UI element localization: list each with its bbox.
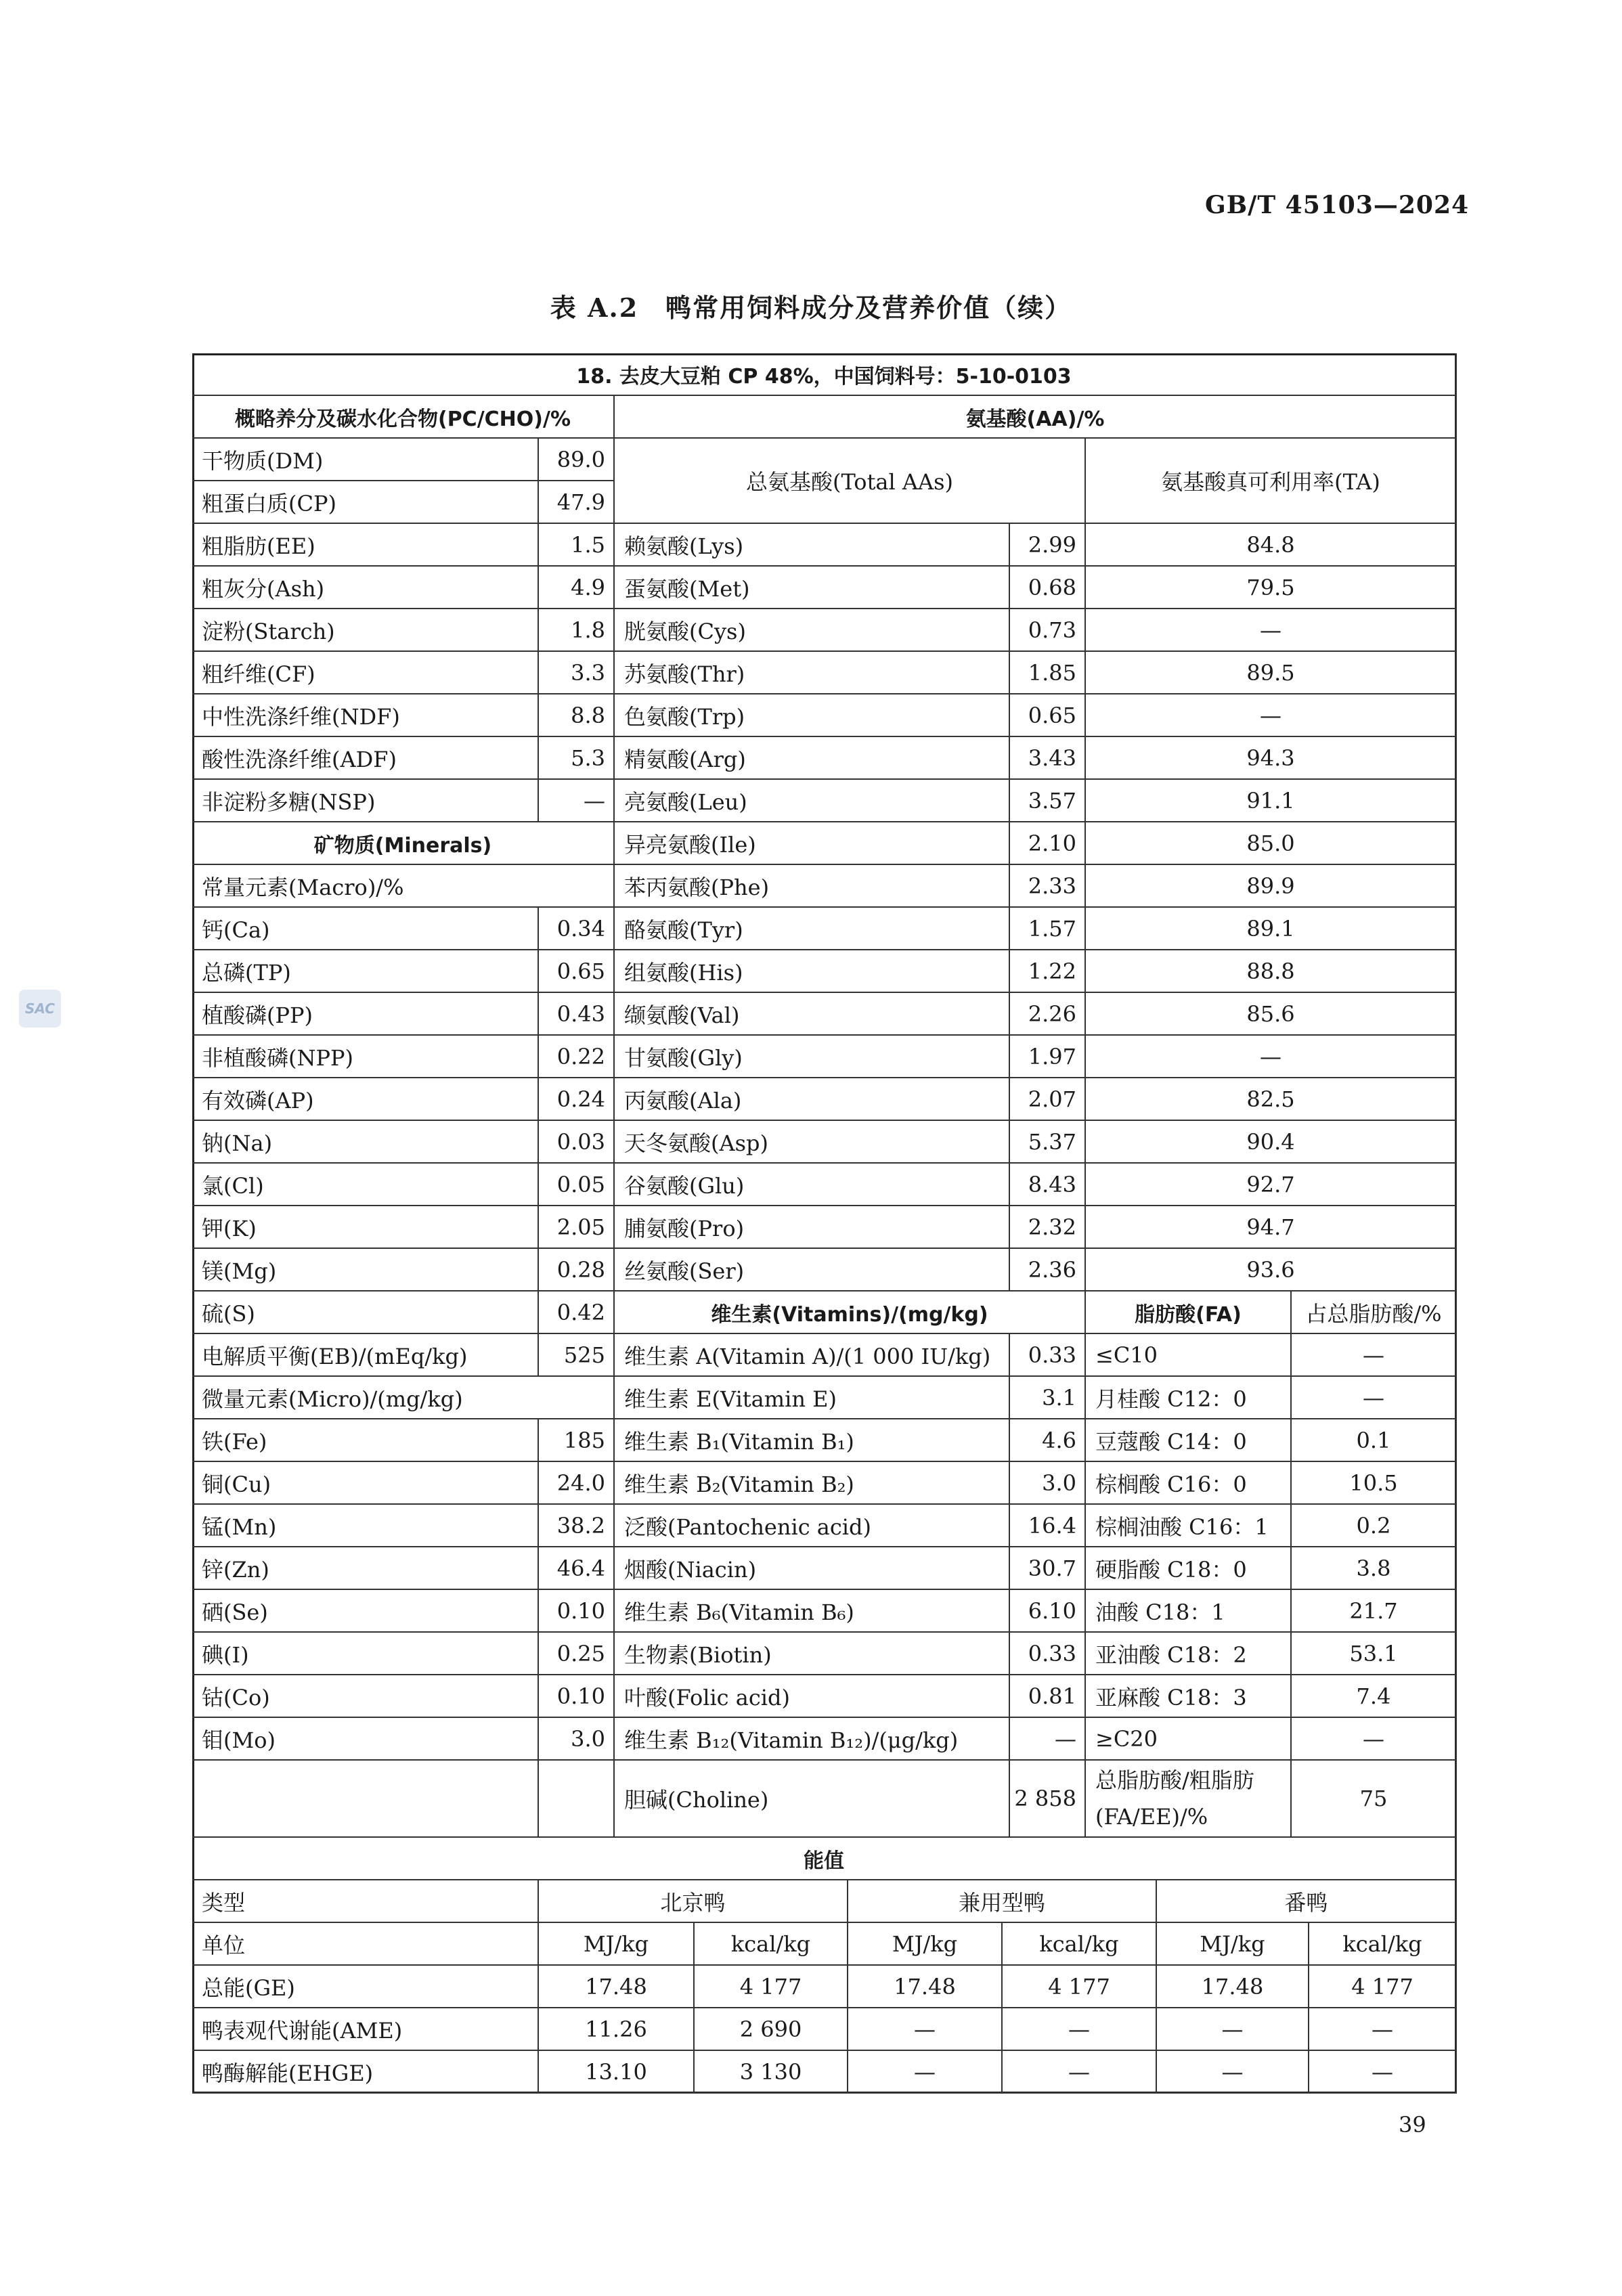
amino-acid-name: 甘氨酸(Gly)	[615, 1036, 1010, 1078]
energy-value: 17.48	[539, 1966, 695, 2008]
micro-label: 微量元素(Micro)/(mg/kg)	[192, 1377, 615, 1419]
empty-cell	[192, 1761, 539, 1838]
amino-acid-name: 丝氨酸(Ser)	[615, 1249, 1010, 1292]
proximate-name: 粗脂肪(EE)	[192, 524, 539, 567]
amino-acid-ta: 91.1	[1086, 780, 1457, 822]
standard-number: GB/T 45103—2024	[1205, 191, 1470, 219]
amino-acid-total: 1.85	[1010, 652, 1086, 694]
fatty-acid-name: 亚麻酸 C18：3	[1086, 1675, 1292, 1718]
amino-acid-name: 蛋氨酸(Met)	[615, 567, 1010, 609]
amino-acid-total: 2.32	[1010, 1206, 1086, 1249]
energy-value: —	[1309, 2051, 1457, 2094]
fatty-acid-name: 月桂酸 C12：0	[1086, 1377, 1292, 1419]
micro-name: 碘(I)	[192, 1633, 539, 1675]
amino-acid-name: 异亮氨酸(Ile)	[615, 822, 1010, 865]
amino-acid-name: 色氨酸(Trp)	[615, 694, 1010, 737]
micro-value: 38.2	[539, 1505, 615, 1547]
amino-acid-name: 苯丙氨酸(Phe)	[615, 865, 1010, 908]
amino-acid-total: 0.68	[1010, 567, 1086, 609]
vitamin-value: 0.33	[1010, 1633, 1086, 1675]
macro-value: 0.24	[539, 1078, 615, 1121]
amino-acid-ta: 88.8	[1086, 950, 1457, 993]
amino-acid-total: 0.65	[1010, 694, 1086, 737]
macro-value: 0.65	[539, 950, 615, 993]
energy-unit: kcal/kg	[1309, 1923, 1457, 1966]
energy-value: —	[1157, 2051, 1309, 2094]
energy-value: 4 177	[1309, 1966, 1457, 2008]
energy-value: 13.10	[539, 2051, 695, 2094]
micro-value: 46.4	[539, 1547, 615, 1590]
amino-acid-ta: 89.5	[1086, 652, 1457, 694]
macro-name: 非植酸磷(NPP)	[192, 1036, 539, 1078]
amino-acid-name: 苏氨酸(Thr)	[615, 652, 1010, 694]
fatty-acid-value: 53.1	[1292, 1633, 1457, 1675]
amino-acid-total: 2.07	[1010, 1078, 1086, 1121]
page-number: 39	[1399, 2112, 1426, 2138]
proximate-value: —	[539, 780, 615, 822]
macro-value: 0.43	[539, 993, 615, 1036]
macro-value: 0.34	[539, 908, 615, 950]
fatty-acid-value: 10.5	[1292, 1462, 1457, 1505]
macro-name: 硫(S)	[192, 1292, 539, 1334]
energy-value: —	[1003, 2008, 1157, 2051]
amino-acid-name: 脯氨酸(Pro)	[615, 1206, 1010, 1249]
amino-acid-name: 缬氨酸(Val)	[615, 993, 1010, 1036]
micro-value: 0.10	[539, 1590, 615, 1633]
amino-acid-name: 天冬氨酸(Asp)	[615, 1121, 1010, 1164]
energy-value: —	[1309, 2008, 1457, 2051]
energy-value: —	[848, 2051, 1003, 2094]
vitamin-name: 维生素 B₆(Vitamin B₆)	[615, 1590, 1010, 1633]
header-energy: 能值	[192, 1838, 1457, 1880]
header-proximate: 概略养分及碳水化合物(PC/CHO)/%	[192, 396, 615, 439]
feed-composition-table	[192, 353, 1457, 2094]
fatty-acid-name: 亚油酸 C18：2	[1086, 1633, 1292, 1675]
micro-name: 铁(Fe)	[192, 1419, 539, 1462]
micro-value: 3.0	[539, 1718, 615, 1761]
amino-acid-total: 2.36	[1010, 1249, 1086, 1292]
proximate-name: 粗灰分(Ash)	[192, 567, 539, 609]
feed-title: 18. 去皮大豆粕 CP 48%，中国饲料号：5-10-0103	[192, 353, 1457, 396]
macro-name: 总磷(TP)	[192, 950, 539, 993]
fatty-acid-value: —	[1292, 1334, 1457, 1377]
table-title: 表 A.2 鸭常用饲料成分及营养价值（续）	[550, 292, 1072, 323]
vitamin-name: 维生素 B₁₂(Vitamin B₁₂)/(μg/kg)	[615, 1718, 1010, 1761]
header-total-aa: 总氨基酸(Total AAs)	[615, 439, 1086, 524]
vitamin-value: 6.10	[1010, 1590, 1086, 1633]
micro-value: 185	[539, 1419, 615, 1462]
macro-name: 镁(Mg)	[192, 1249, 539, 1292]
amino-acid-ta: 85.0	[1086, 822, 1457, 865]
macro-value: 0.22	[539, 1036, 615, 1078]
energy-row-name: 鸭表观代谢能(AME)	[192, 2008, 539, 2051]
amino-acid-ta: —	[1086, 1036, 1457, 1078]
header-fa-percent: 占总脂肪酸/%	[1292, 1292, 1457, 1334]
macro-value: 0.03	[539, 1121, 615, 1164]
macro-label: 常量元素(Macro)/%	[192, 865, 615, 908]
micro-value: 0.10	[539, 1675, 615, 1718]
fatty-acid-value: 75	[1292, 1761, 1457, 1838]
macro-name: 氯(Cl)	[192, 1164, 539, 1206]
amino-acid-total: 1.22	[1010, 950, 1086, 993]
macro-name: 有效磷(AP)	[192, 1078, 539, 1121]
amino-acid-total: 3.57	[1010, 780, 1086, 822]
vitamin-name: 维生素 B₂(Vitamin B₂)	[615, 1462, 1010, 1505]
amino-acid-name: 亮氨酸(Leu)	[615, 780, 1010, 822]
header-fatty-acids: 脂肪酸(FA)	[1086, 1292, 1292, 1334]
amino-acid-ta: 79.5	[1086, 567, 1457, 609]
energy-unit: MJ/kg	[1157, 1923, 1309, 1966]
vitamin-value: 2 858	[1010, 1761, 1086, 1838]
amino-acid-total: 2.10	[1010, 822, 1086, 865]
macro-value: 525	[539, 1334, 615, 1377]
amino-acid-ta: 93.6	[1086, 1249, 1457, 1292]
energy-value: 4 177	[695, 1966, 848, 2008]
vitamin-value: 30.7	[1010, 1547, 1086, 1590]
fatty-acid-value: —	[1292, 1377, 1457, 1419]
empty-cell	[539, 1761, 615, 1838]
micro-name: 钴(Co)	[192, 1675, 539, 1718]
micro-name: 硒(Se)	[192, 1590, 539, 1633]
micro-name: 铜(Cu)	[192, 1462, 539, 1505]
macro-name: 电解质平衡(EB)/(mEq/kg)	[192, 1334, 539, 1377]
vitamin-value: 3.0	[1010, 1462, 1086, 1505]
header-minerals: 矿物质(Minerals)	[192, 822, 615, 865]
micro-name: 钼(Mo)	[192, 1718, 539, 1761]
macro-name: 植酸磷(PP)	[192, 993, 539, 1036]
macro-value: 0.28	[539, 1249, 615, 1292]
energy-group: 北京鸭	[539, 1880, 848, 1923]
amino-acid-total: 1.97	[1010, 1036, 1086, 1078]
fatty-acid-name: 硬脂酸 C18：0	[1086, 1547, 1292, 1590]
amino-acid-total: 2.33	[1010, 865, 1086, 908]
energy-unit: MJ/kg	[848, 1923, 1003, 1966]
amino-acid-ta: 90.4	[1086, 1121, 1457, 1164]
amino-acid-name: 精氨酸(Arg)	[615, 737, 1010, 780]
amino-acid-name: 赖氨酸(Lys)	[615, 524, 1010, 567]
fatty-acid-value: 3.8	[1292, 1547, 1457, 1590]
fatty-acid-value: 21.7	[1292, 1590, 1457, 1633]
proximate-value: 4.9	[539, 567, 615, 609]
amino-acid-name: 组氨酸(His)	[615, 950, 1010, 993]
energy-value: 11.26	[539, 2008, 695, 2051]
fatty-acid-name: ≤C10	[1086, 1334, 1292, 1377]
fatty-acid-name: 油酸 C18：1	[1086, 1590, 1292, 1633]
amino-acid-ta: 85.6	[1086, 993, 1457, 1036]
proximate-name: 酸性洗涤纤维(ADF)	[192, 737, 539, 780]
sac-watermark-logo: SAC	[19, 990, 61, 1028]
energy-value: 2 690	[695, 2008, 848, 2051]
amino-acid-name: 胱氨酸(Cys)	[615, 609, 1010, 652]
amino-acid-name: 酪氨酸(Tyr)	[615, 908, 1010, 950]
energy-unit: MJ/kg	[539, 1923, 695, 1966]
vitamin-name: 胆碱(Choline)	[615, 1761, 1010, 1838]
fatty-acid-value: —	[1292, 1718, 1457, 1761]
proximate-name: 粗纤维(CF)	[192, 652, 539, 694]
proximate-name: 非淀粉多糖(NSP)	[192, 780, 539, 822]
amino-acid-total: 3.43	[1010, 737, 1086, 780]
macro-value: 0.42	[539, 1292, 615, 1334]
amino-acid-ta: 92.7	[1086, 1164, 1457, 1206]
amino-acid-ta: —	[1086, 609, 1457, 652]
macro-name: 钙(Ca)	[192, 908, 539, 950]
vitamin-name: 维生素 B₁(Vitamin B₁)	[615, 1419, 1010, 1462]
vitamin-value: 0.81	[1010, 1675, 1086, 1718]
proximate-value: 89.0	[539, 439, 615, 481]
amino-acid-ta: 84.8	[1086, 524, 1457, 567]
energy-value: —	[1003, 2051, 1157, 2094]
energy-row-name: 鸭酶解能(EHGE)	[192, 2051, 539, 2094]
amino-acid-total: 1.57	[1010, 908, 1086, 950]
amino-acid-total: 2.26	[1010, 993, 1086, 1036]
vitamin-name: 泛酸(Pantochenic acid)	[615, 1505, 1010, 1547]
micro-value: 24.0	[539, 1462, 615, 1505]
header-amino-acids: 氨基酸(AA)/%	[615, 396, 1457, 439]
energy-value: 17.48	[848, 1966, 1003, 2008]
vitamin-value: 3.1	[1010, 1377, 1086, 1419]
vitamin-value: —	[1010, 1718, 1086, 1761]
amino-acid-ta: —	[1086, 694, 1457, 737]
macro-value: 2.05	[539, 1206, 615, 1249]
energy-value: 4 177	[1003, 1966, 1157, 2008]
micro-name: 锰(Mn)	[192, 1505, 539, 1547]
amino-acid-ta: 89.9	[1086, 865, 1457, 908]
vitamin-name: 生物素(Biotin)	[615, 1633, 1010, 1675]
vitamin-name: 维生素 A(Vitamin A)/(1 000 IU/kg)	[615, 1334, 1010, 1377]
fatty-acid-value: 7.4	[1292, 1675, 1457, 1718]
proximate-value: 8.8	[539, 694, 615, 737]
amino-acid-ta: 94.7	[1086, 1206, 1457, 1249]
energy-value: —	[848, 2008, 1003, 2051]
vitamin-name: 烟酸(Niacin)	[615, 1547, 1010, 1590]
energy-value: 3 130	[695, 2051, 848, 2094]
energy-value: 17.48	[1157, 1966, 1309, 2008]
energy-unit: kcal/kg	[695, 1923, 848, 1966]
amino-acid-total: 0.73	[1010, 609, 1086, 652]
vitamin-name: 叶酸(Folic acid)	[615, 1675, 1010, 1718]
vitamin-name: 维生素 E(Vitamin E)	[615, 1377, 1010, 1419]
amino-acid-total: 2.99	[1010, 524, 1086, 567]
vitamin-value: 0.33	[1010, 1334, 1086, 1377]
amino-acid-name: 谷氨酸(Glu)	[615, 1164, 1010, 1206]
energy-value: —	[1157, 2008, 1309, 2051]
energy-row-name: 总能(GE)	[192, 1966, 539, 2008]
proximate-name: 粗蛋白质(CP)	[192, 481, 539, 524]
amino-acid-ta: 89.1	[1086, 908, 1457, 950]
macro-name: 钠(Na)	[192, 1121, 539, 1164]
energy-group: 兼用型鸭	[848, 1880, 1157, 1923]
proximate-value: 3.3	[539, 652, 615, 694]
header-ta: 氨基酸真可利用率(TA)	[1086, 439, 1457, 524]
amino-acid-total: 5.37	[1010, 1121, 1086, 1164]
proximate-value: 1.5	[539, 524, 615, 567]
amino-acid-name: 丙氨酸(Ala)	[615, 1078, 1010, 1121]
energy-type-label: 类型	[192, 1880, 539, 1923]
amino-acid-ta: 82.5	[1086, 1078, 1457, 1121]
proximate-value: 5.3	[539, 737, 615, 780]
amino-acid-ta: 94.3	[1086, 737, 1457, 780]
proximate-name: 淀粉(Starch)	[192, 609, 539, 652]
fatty-acid-name: 豆蔻酸 C14：0	[1086, 1419, 1292, 1462]
vitamin-value: 16.4	[1010, 1505, 1086, 1547]
micro-name: 锌(Zn)	[192, 1547, 539, 1590]
macro-name: 钾(K)	[192, 1206, 539, 1249]
fatty-acid-name: 总脂肪酸/粗脂肪(FA/EE)/%	[1086, 1761, 1292, 1838]
proximate-value: 47.9	[539, 481, 615, 524]
fatty-acid-name: 棕榈酸 C16：0	[1086, 1462, 1292, 1505]
proximate-name: 中性洗涤纤维(NDF)	[192, 694, 539, 737]
energy-unit-label: 单位	[192, 1923, 539, 1966]
energy-unit: kcal/kg	[1003, 1923, 1157, 1966]
fatty-acid-value: 0.2	[1292, 1505, 1457, 1547]
fatty-acid-name: 棕榈油酸 C16：1	[1086, 1505, 1292, 1547]
micro-value: 0.25	[539, 1633, 615, 1675]
header-vitamins: 维生素(Vitamins)/(mg/kg)	[615, 1292, 1086, 1334]
macro-value: 0.05	[539, 1164, 615, 1206]
amino-acid-total: 8.43	[1010, 1164, 1086, 1206]
fatty-acid-name: ≥C20	[1086, 1718, 1292, 1761]
proximate-value: 1.8	[539, 609, 615, 652]
fatty-acid-value: 0.1	[1292, 1419, 1457, 1462]
proximate-name: 干物质(DM)	[192, 439, 539, 481]
energy-group: 番鸭	[1157, 1880, 1457, 1923]
vitamin-value: 4.6	[1010, 1419, 1086, 1462]
